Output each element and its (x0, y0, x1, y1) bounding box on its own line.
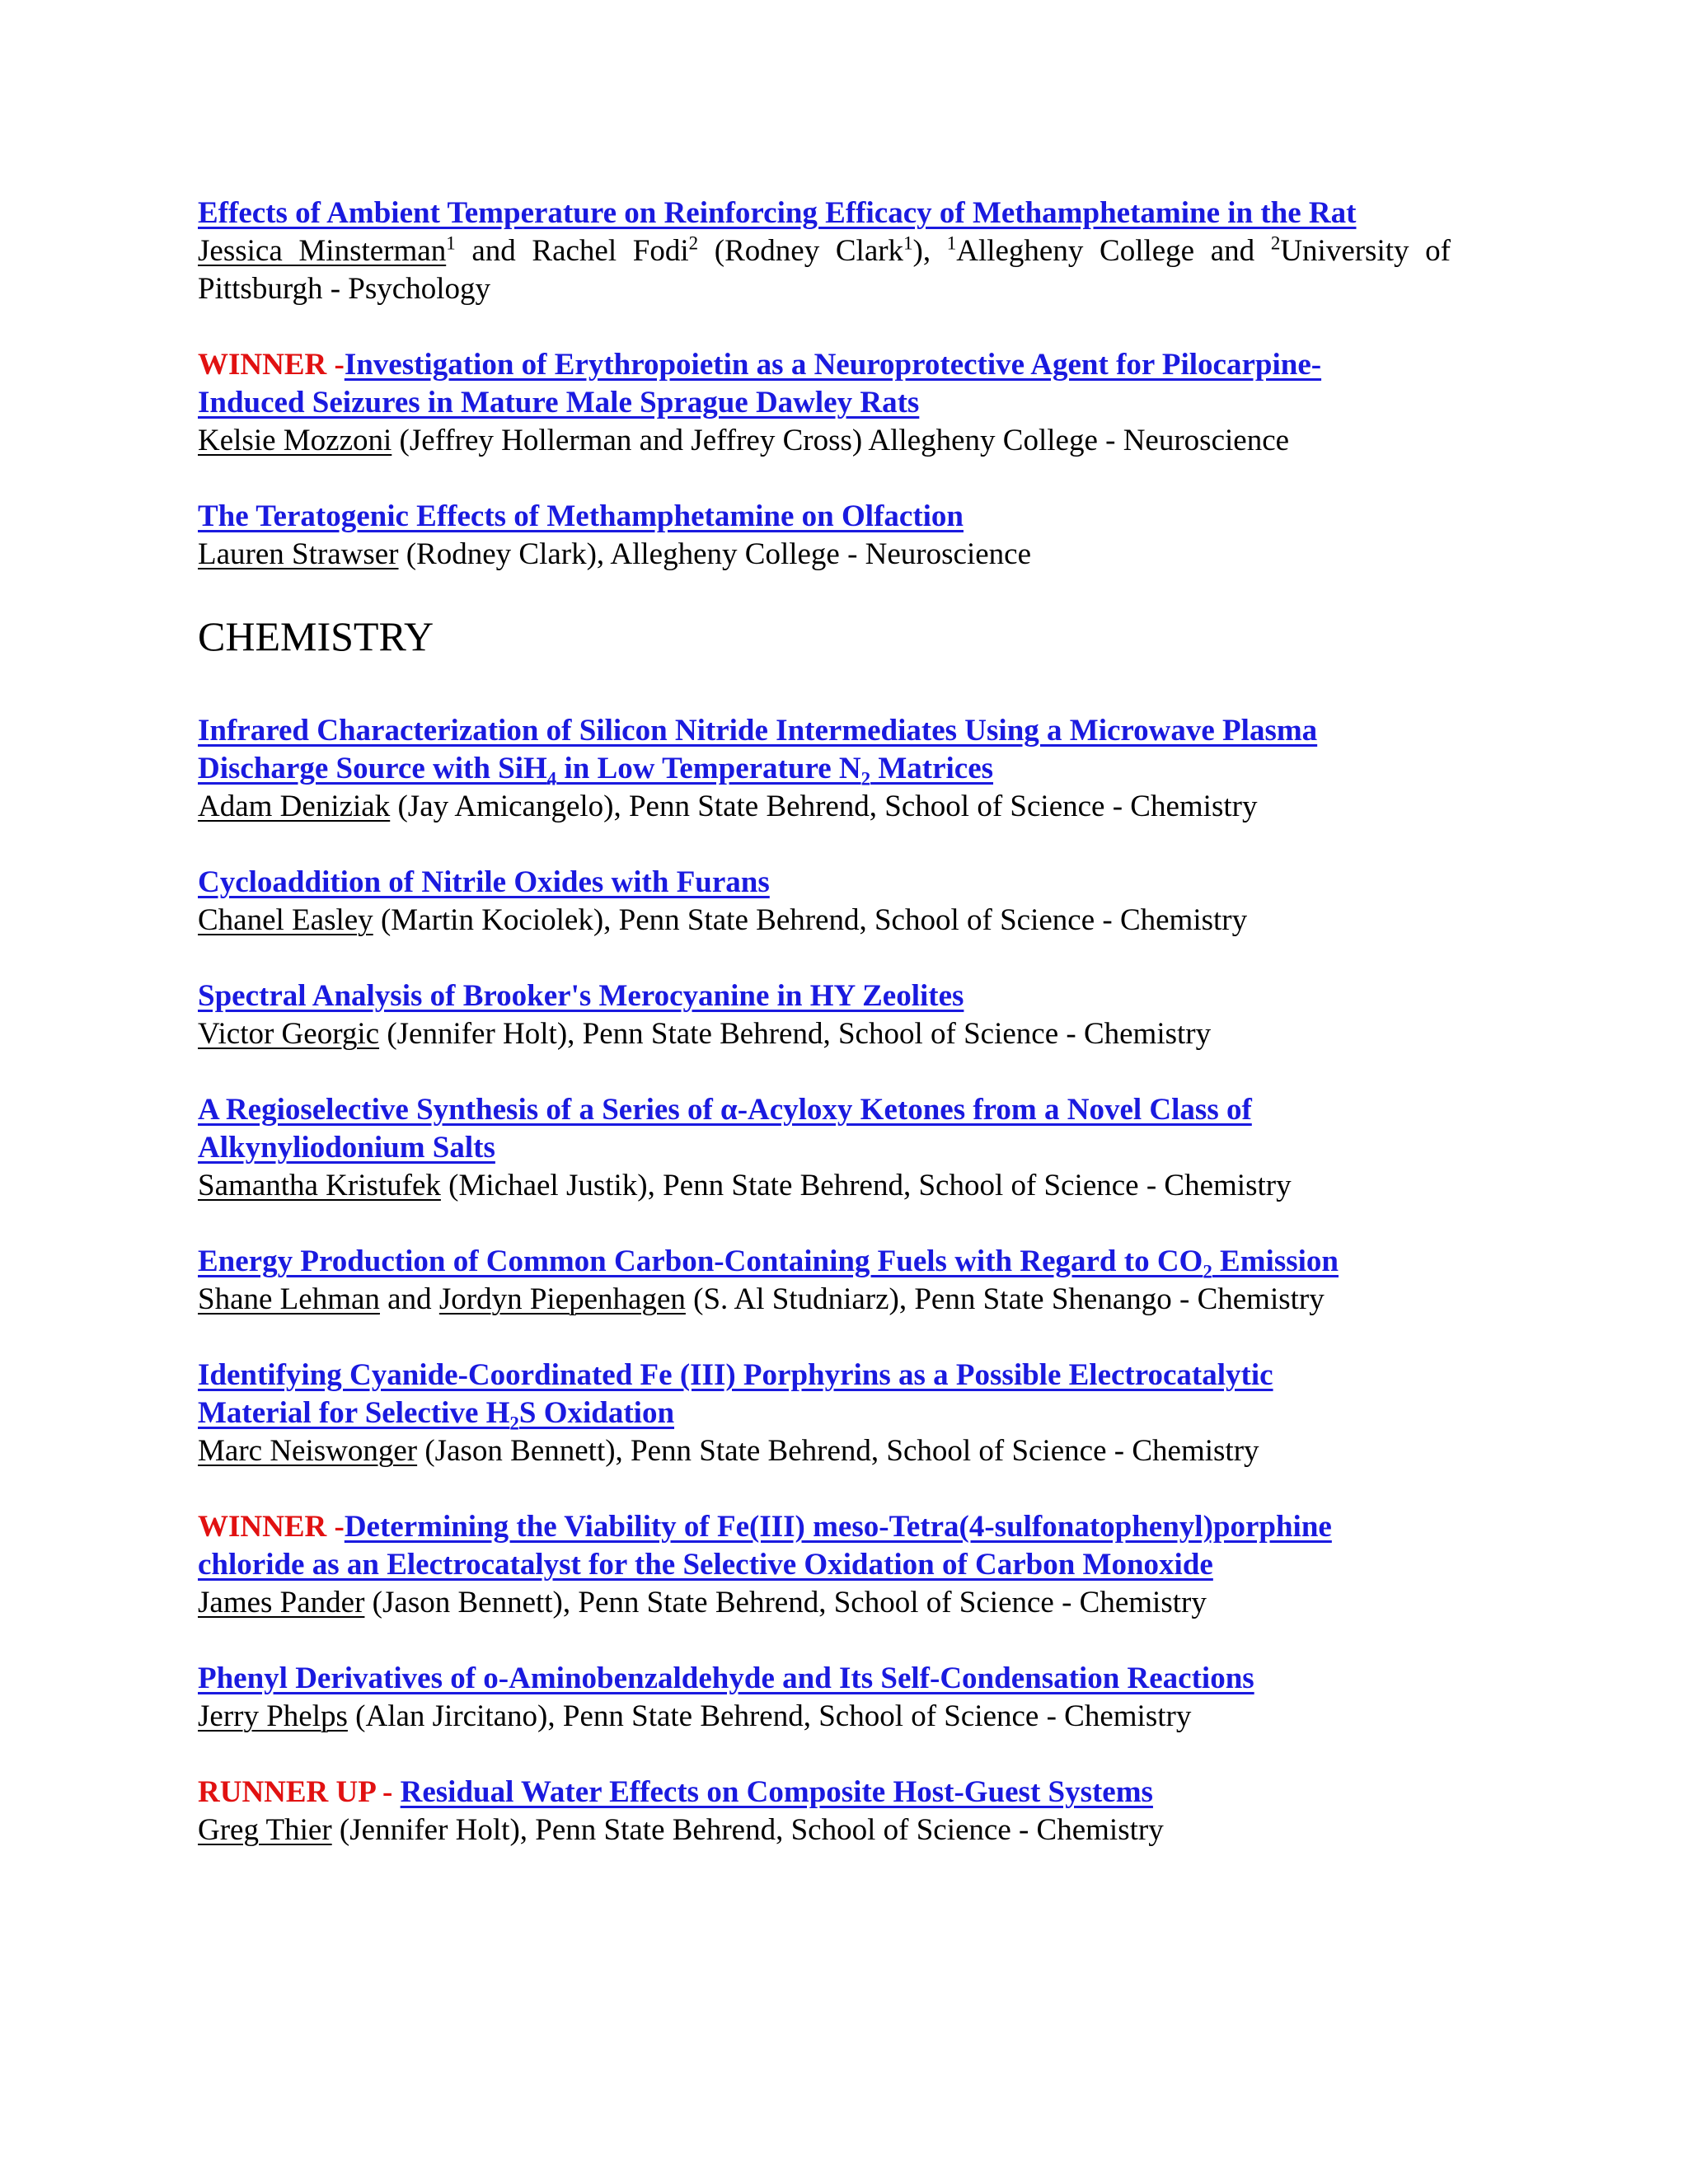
entry-author-line (198, 1167, 1451, 1205)
entry-author-line (198, 1584, 1451, 1622)
entry-title-line (198, 864, 1451, 902)
entry-author-line (198, 1432, 1451, 1470)
entry-title-line (198, 384, 1451, 422)
title-text: in Low Temperature N (556, 752, 861, 785)
author-name: Jordyn Piepenhagen (438, 1282, 686, 1316)
entry-details: (S. Al Studniarz), Penn State Shenango - Chemistry (685, 1282, 1325, 1316)
entry-title-link[interactable]: Identifying Cyanide-Coordinated Fe (III) Porphyrins as a Possible Electrocatalytic (198, 1358, 1273, 1392)
entry-author-line (198, 1281, 1451, 1319)
entry-viability-porphine (198, 1508, 1451, 1622)
entry-details: (Martin Kociolek), Penn State Behrend, School of Science - Chemistry (373, 903, 1248, 937)
entry-title-link[interactable]: Cycloaddition of Nitrile Oxides with Furans (198, 865, 770, 899)
entry-author-line (198, 1015, 1451, 1053)
author-name: Jerry Phelps (198, 1699, 348, 1733)
entry-title-line (198, 712, 1451, 750)
entry-title-line (198, 750, 1451, 788)
mentor-text: (Rodney Clark (698, 234, 904, 268)
entry-ambient-temperature (198, 194, 1451, 308)
entry-details: (Jennifer Holt), Penn State Behrend, School of Science - Chemistry (331, 1813, 1164, 1847)
author-name: Chanel Easley (198, 903, 373, 937)
entry-details: (Jeffrey Hollerman and Jeffrey Cross) Allegheny College - Neuroscience (392, 424, 1290, 457)
entry-details: (Jay Amicangelo), Penn State Behrend, School of Science - Chemistry (390, 790, 1258, 823)
author-name: Lauren Strawser (198, 537, 399, 571)
subscript: 4 (546, 768, 557, 790)
title-text: Energy Production of Common Carbon-Containing Fuels with Regard to CO (198, 1244, 1203, 1278)
author-name: Victor Georgic (198, 1017, 380, 1051)
entry-title-link[interactable]: The Teratogenic Effects of Methamphetamine on Olfaction (198, 499, 964, 533)
award-label: WINNER - (198, 348, 345, 382)
separator-text: ), (912, 234, 947, 268)
entry-title-line (198, 1394, 1451, 1432)
entry-author-line (198, 232, 1451, 308)
author-name: James Pander (198, 1586, 365, 1619)
entry-phenyl-derivatives (198, 1660, 1451, 1736)
title-text: Discharge Source with SiH (198, 752, 547, 785)
entry-author-line (198, 902, 1451, 940)
entry-title-link[interactable]: Determining the Viability of Fe(III) meso-Tetra(4-sulfonatophenyl)porphine (344, 1510, 1332, 1544)
author-name: Marc Neiswonger (198, 1434, 418, 1468)
entry-title-link[interactable] (198, 752, 994, 790)
entry-details: (Jason Bennett), Penn State Behrend, School of Science - Chemistry (417, 1434, 1259, 1468)
entry-cycloaddition (198, 864, 1451, 940)
entry-title-link[interactable]: Induced Seizures in Mature Male Sprague Dawley Rats (198, 386, 920, 419)
author-name: Kelsie Mozzoni (198, 424, 392, 457)
entry-title-line (198, 1774, 1451, 1811)
entry-title-link[interactable]: Alkynyliodonium Salts (198, 1131, 495, 1165)
entry-title-line (198, 1660, 1451, 1698)
entry-title-line (198, 1091, 1451, 1129)
entry-title-link[interactable] (198, 1396, 675, 1434)
entry-title-link[interactable]: Infrared Characterization of Silicon Nitride Intermediates Using a Microwave Plasma (198, 714, 1318, 748)
entry-title-link[interactable] (198, 1244, 1339, 1282)
entry-details: (Rodney Clark), Allegheny College - Neuroscience (398, 537, 1031, 571)
entry-title-line (198, 498, 1451, 536)
entry-title-line (198, 1129, 1451, 1167)
entry-title-line (198, 194, 1451, 232)
entry-title-line (198, 346, 1451, 384)
affiliation-marker: 1 (446, 232, 456, 254)
entry-title-line (198, 1546, 1451, 1584)
section-heading-chemistry: CHEMISTRY (198, 613, 434, 659)
entry-details: (Jennifer Holt), Penn State Behrend, School of Science - Chemistry (379, 1017, 1212, 1051)
author-name: Jessica Minsterman (198, 234, 447, 268)
entry-regioselective-synthesis (198, 1091, 1451, 1205)
entry-title-line (198, 1508, 1451, 1546)
entry-spectral-analysis (198, 977, 1451, 1053)
author-text: and (379, 1282, 439, 1316)
subscript: 2 (860, 768, 871, 790)
entry-residual-water (198, 1774, 1451, 1849)
author-text: and Rachel Fodi (455, 234, 689, 268)
entry-title-link[interactable]: Residual Water Effects on Composite Host-Guest Systems (400, 1775, 1153, 1809)
entry-author-line (198, 536, 1451, 574)
affiliation-marker: 1 (903, 232, 913, 254)
title-text: S Oxidation (518, 1396, 675, 1430)
entry-silicon-nitride (198, 712, 1451, 826)
author-name: Greg Thier (198, 1813, 332, 1847)
entry-author-line (198, 1698, 1451, 1736)
entry-details: (Alan Jircitano), Penn State Behrend, School of Science - Chemistry (347, 1699, 1192, 1733)
entry-teratogenic-effects (198, 498, 1451, 574)
subscript: 2 (509, 1413, 519, 1434)
award-label: RUNNER UP - (198, 1775, 401, 1809)
entry-title-link[interactable]: Phenyl Derivatives of o-Aminobenzaldehyde and Its Self-Condensation Reactions (198, 1661, 1254, 1695)
award-label: WINNER - (198, 1510, 345, 1544)
author-name: Adam Deniziak (198, 790, 391, 823)
entry-erythropoietin (198, 346, 1451, 460)
entry-title-link[interactable]: Spectral Analysis of Brooker's Merocyanine in HY Zeolites (198, 979, 964, 1013)
entry-energy-production (198, 1243, 1451, 1319)
entry-title-line (198, 1357, 1451, 1394)
entry-title-link[interactable]: Effects of Ambient Temperature on Reinforcing Efficacy of Methamphetamine in the Rat (198, 196, 1357, 230)
entry-author-line (198, 422, 1451, 460)
institution-text: University of Pittsburgh - Psychology (198, 234, 1451, 306)
institution-text: Allegheny College and (956, 234, 1271, 268)
entry-author-line (198, 788, 1451, 826)
entries-list (198, 194, 1451, 1887)
title-text: Emission (1212, 1244, 1339, 1278)
author-name: Shane Lehman (198, 1282, 380, 1316)
entry-details: (Michael Justik), Penn State Behrend, School of Science - Chemistry (440, 1169, 1292, 1202)
title-text: Matrices (870, 752, 994, 785)
affiliation-marker: 1 (946, 232, 957, 254)
entry-title-link[interactable]: chloride as an Electrocatalyst for the Selective Oxidation of Carbon Monoxide (198, 1548, 1213, 1582)
author-name: Samantha Kristufek (198, 1169, 441, 1202)
entry-title-link[interactable]: Investigation of Erythropoietin as a Neuroprotective Agent for Pilocarpine- (344, 348, 1322, 382)
title-text: Material for Selective H (198, 1396, 510, 1430)
entry-title-line (198, 1243, 1451, 1281)
entry-author-line (198, 1811, 1451, 1849)
affiliation-marker: 2 (688, 232, 699, 254)
affiliation-marker: 2 (1270, 232, 1281, 254)
entry-title-line (198, 977, 1451, 1015)
subscript: 2 (1203, 1261, 1212, 1282)
entry-details: (Jason Bennett), Penn State Behrend, School of Science - Chemistry (364, 1586, 1207, 1619)
entry-cyanide-porphyrins (198, 1357, 1451, 1470)
entry-title-link[interactable]: A Regioselective Synthesis of a Series of α-Acyloxy Ketones from a Novel Class of (198, 1093, 1252, 1127)
